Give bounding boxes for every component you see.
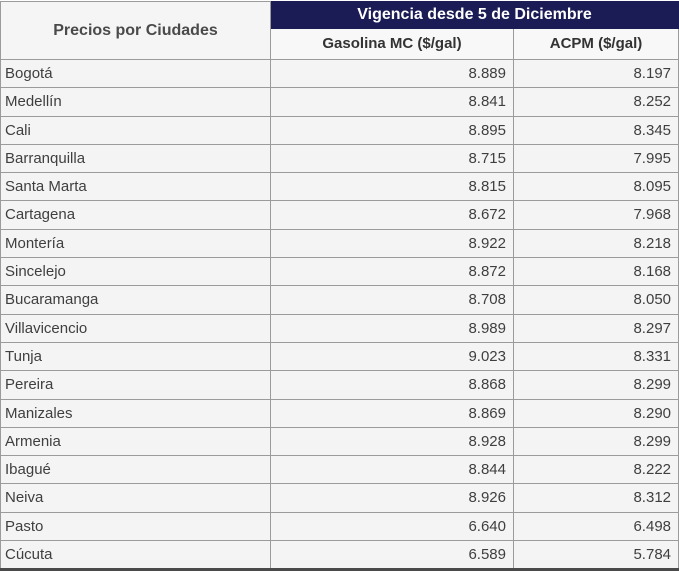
gasolina-cell: 8.815 bbox=[271, 173, 514, 201]
table-row bbox=[1, 427, 679, 455]
gasolina-cell: 8.922 bbox=[271, 229, 514, 257]
table-row bbox=[1, 229, 679, 257]
gasolina-cell: 8.868 bbox=[271, 371, 514, 399]
acpm-cell: 8.095 bbox=[514, 173, 679, 201]
city-cell: Sincelejo bbox=[1, 258, 271, 286]
gasolina-cell: 8.872 bbox=[271, 258, 514, 286]
table-body bbox=[1, 60, 679, 570]
header-row-banner bbox=[1, 2, 679, 29]
table-row bbox=[1, 88, 679, 116]
column-header-gasolina: Gasolina MC ($/gal) bbox=[271, 29, 514, 60]
acpm-cell: 8.345 bbox=[514, 116, 679, 144]
table-row bbox=[1, 201, 679, 229]
table-row bbox=[1, 173, 679, 201]
city-cell: Medellín bbox=[1, 88, 271, 116]
table-row bbox=[1, 258, 679, 286]
city-cell: Cúcuta bbox=[1, 541, 271, 570]
table-row bbox=[1, 484, 679, 512]
acpm-cell: 8.312 bbox=[514, 484, 679, 512]
acpm-cell: 6.498 bbox=[514, 512, 679, 540]
column-header-acpm: ACPM ($/gal) bbox=[514, 29, 679, 60]
price-table bbox=[0, 1, 679, 571]
acpm-cell: 8.299 bbox=[514, 427, 679, 455]
gasolina-cell: 8.928 bbox=[271, 427, 514, 455]
table-row bbox=[1, 371, 679, 399]
table-row bbox=[1, 399, 679, 427]
gasolina-cell: 8.869 bbox=[271, 399, 514, 427]
table-row bbox=[1, 456, 679, 484]
city-cell: Manizales bbox=[1, 399, 271, 427]
acpm-cell: 7.968 bbox=[514, 201, 679, 229]
acpm-cell: 8.290 bbox=[514, 399, 679, 427]
acpm-cell: 8.168 bbox=[514, 258, 679, 286]
table-row bbox=[1, 144, 679, 172]
acpm-cell: 8.331 bbox=[514, 342, 679, 370]
acpm-cell: 8.218 bbox=[514, 229, 679, 257]
table-row bbox=[1, 286, 679, 314]
city-cell: Bogotá bbox=[1, 60, 271, 88]
city-cell: Barranquilla bbox=[1, 144, 271, 172]
city-cell: Bucaramanga bbox=[1, 286, 271, 314]
gasolina-cell: 8.895 bbox=[271, 116, 514, 144]
table-row bbox=[1, 512, 679, 540]
acpm-cell: 8.050 bbox=[514, 286, 679, 314]
city-cell: Neiva bbox=[1, 484, 271, 512]
city-cell: Cali bbox=[1, 116, 271, 144]
gasolina-cell: 8.926 bbox=[271, 484, 514, 512]
acpm-cell: 7.995 bbox=[514, 144, 679, 172]
page bbox=[0, 1, 678, 564]
corner-header: Precios por Ciudades bbox=[1, 2, 271, 60]
table-row bbox=[1, 342, 679, 370]
city-cell: Montería bbox=[1, 229, 271, 257]
city-cell: Villavicencio bbox=[1, 314, 271, 342]
gasolina-cell: 8.841 bbox=[271, 88, 514, 116]
gasolina-cell: 9.023 bbox=[271, 342, 514, 370]
acpm-cell: 8.299 bbox=[514, 371, 679, 399]
acpm-cell: 8.297 bbox=[514, 314, 679, 342]
gasolina-cell: 8.989 bbox=[271, 314, 514, 342]
city-cell: Pereira bbox=[1, 371, 271, 399]
gasolina-cell: 8.708 bbox=[271, 286, 514, 314]
city-cell: Santa Marta bbox=[1, 173, 271, 201]
gasolina-cell: 8.889 bbox=[271, 60, 514, 88]
banner-header: Vigencia desde 5 de Diciembre bbox=[271, 2, 679, 29]
gasolina-cell: 8.844 bbox=[271, 456, 514, 484]
city-cell: Ibagué bbox=[1, 456, 271, 484]
table-row bbox=[1, 541, 679, 570]
city-cell: Tunja bbox=[1, 342, 271, 370]
table-header bbox=[1, 2, 679, 60]
acpm-cell: 8.222 bbox=[514, 456, 679, 484]
gasolina-cell: 8.715 bbox=[271, 144, 514, 172]
table-row bbox=[1, 314, 679, 342]
acpm-cell: 8.197 bbox=[514, 60, 679, 88]
acpm-cell: 5.784 bbox=[514, 541, 679, 570]
gasolina-cell: 8.672 bbox=[271, 201, 514, 229]
table-row bbox=[1, 116, 679, 144]
gasolina-cell: 6.589 bbox=[271, 541, 514, 570]
gasolina-cell: 6.640 bbox=[271, 512, 514, 540]
city-cell: Cartagena bbox=[1, 201, 271, 229]
acpm-cell: 8.252 bbox=[514, 88, 679, 116]
city-cell: Pasto bbox=[1, 512, 271, 540]
city-cell: Armenia bbox=[1, 427, 271, 455]
table-row bbox=[1, 60, 679, 88]
